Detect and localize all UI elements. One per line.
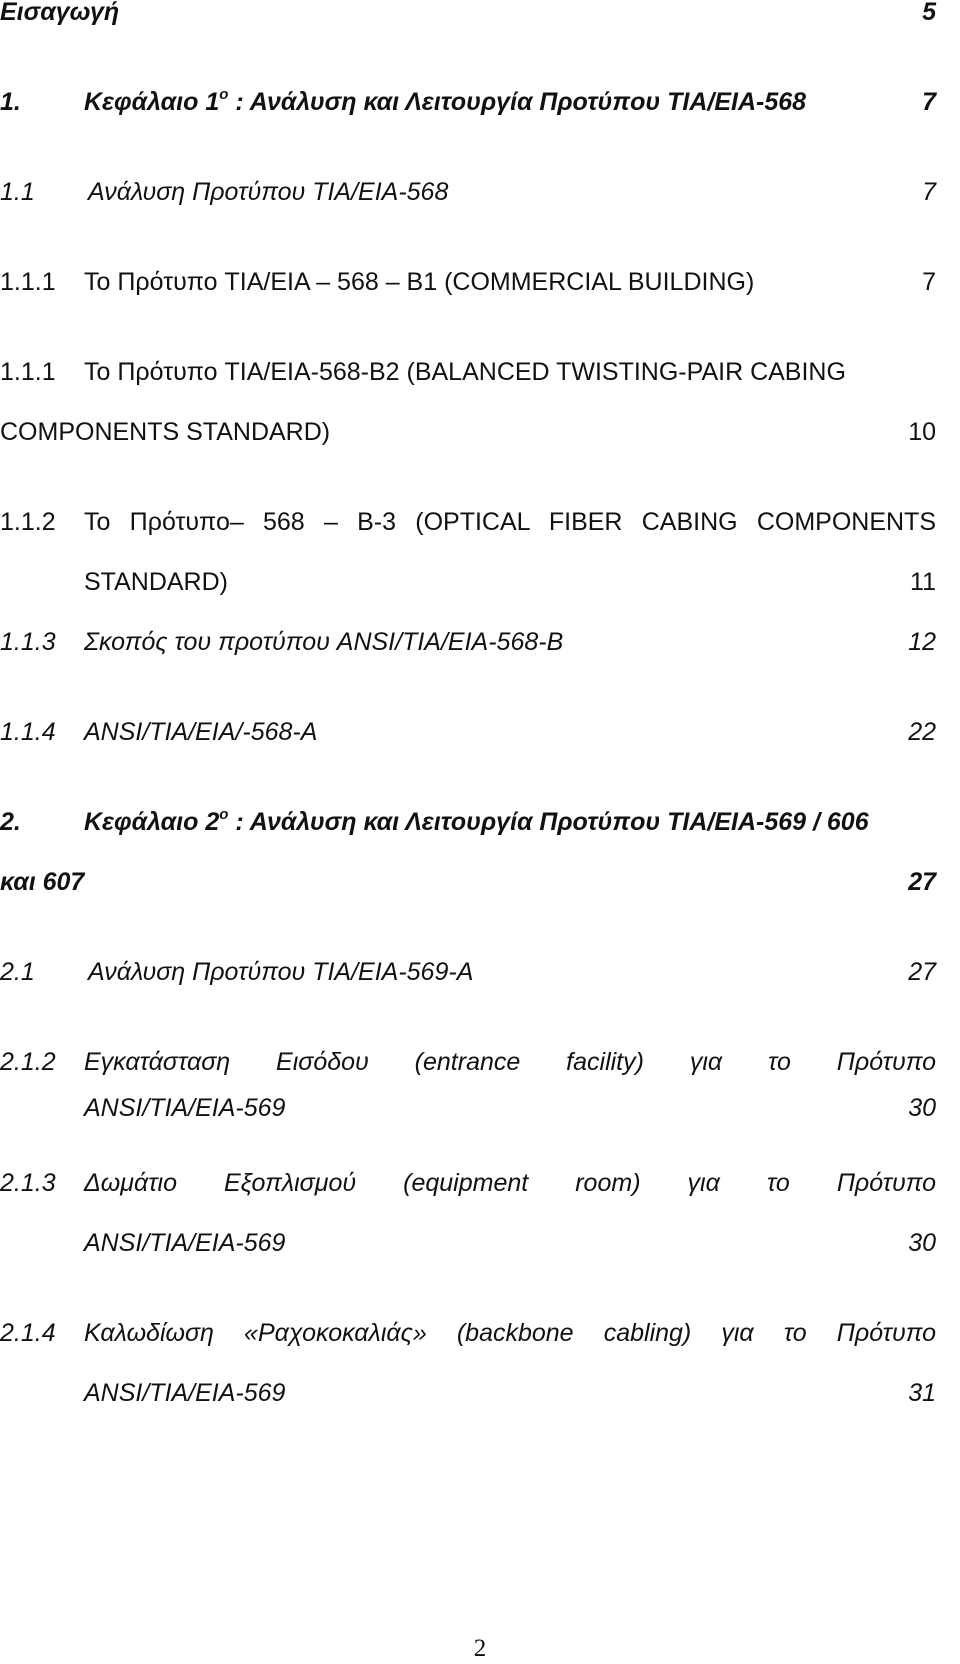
toc-number: 2.	[0, 808, 21, 836]
toc-number: 1.1.1	[0, 358, 56, 386]
toc-entry-chapter-2-continued	[0, 862, 936, 902]
toc-page-number: 5	[922, 0, 936, 26]
toc-number: 2.1.2	[0, 1048, 56, 1076]
toc-page-number: 10	[908, 418, 936, 446]
toc-number: 1.1	[0, 178, 35, 206]
toc-title: ANSI/TIA/EIA/-568-A	[84, 718, 318, 746]
toc-title: Δωμάτιο Εξοπλισμού (equipment room) για το Πρότυπο	[84, 1169, 936, 1197]
toc-page-number: 7	[922, 268, 936, 296]
footer-page-number: 2	[473, 1635, 487, 1662]
toc-entry-2-1-2-continued	[0, 1088, 936, 1128]
toc-title: Εγκατάσταση Εισόδου (entrance facility) για το Πρότυπο	[84, 1048, 936, 1076]
toc-number: 1.1.4	[0, 718, 56, 746]
toc-entry-1-1-1-b1	[0, 262, 936, 302]
toc-title: Σκοπός του προτύπου ANSI/TIA/EIA-568-B	[84, 628, 564, 656]
toc-page-number: 31	[908, 1379, 936, 1407]
toc-title-continued: STANDARD)	[84, 568, 228, 596]
toc-title: Ανάλυση Προτύπου TIA/EIA-568	[88, 178, 449, 206]
toc-page-number: 27	[908, 958, 936, 986]
toc-page-number: 12	[908, 628, 936, 656]
superscript: ο	[219, 86, 229, 103]
toc-entry-1-1-2	[0, 502, 936, 542]
toc-entry-1-1-1-b2-continued	[0, 412, 936, 452]
toc-title: Κεφάλαιο $1^o$ : Ανάλυση και Λειτουργία Προτύπου TIA/EIA-568	[84, 86, 807, 116]
toc-entry-1-1-3	[0, 622, 936, 662]
toc-number: 2.1.3	[0, 1169, 56, 1197]
toc-page-number: 22	[908, 718, 936, 746]
toc-number: 2.1.4	[0, 1319, 56, 1347]
superscript: ο	[219, 806, 229, 823]
toc-page-number: 7	[922, 88, 936, 116]
toc-number: 1.	[0, 88, 21, 116]
toc-title-continued: COMPONENTS STANDARD)	[0, 418, 331, 446]
toc-entry-2-1	[0, 952, 936, 992]
toc-title: Το Πρότυπο TIA/EIA-568-B2 (BALANCED TWISTING-PAIR CABING	[84, 358, 846, 386]
toc-title: Καλωδίωση «Ραχοκοκαλιάς» (backbone cabling) για το Πρότυπο	[84, 1319, 936, 1347]
toc-page-number: 7	[922, 178, 936, 206]
toc-title-continued: ANSI/TIA/EIA-569	[84, 1094, 286, 1122]
toc-entry-2-1-4	[0, 1313, 936, 1353]
toc-entry-chapter-1	[0, 82, 936, 122]
toc-title: Ανάλυση Προτύπου TIA/EIA-569-A	[88, 958, 474, 986]
toc-title: Το Πρότυπο– 568 – B-3 (OPTICAL FIBER CABING COMPONENTS	[84, 508, 936, 536]
toc-title: Κεφάλαιο $2^o$ : Ανάλυση και Λειτουργία Προτύπου TIA/EIA-569 / 606	[84, 806, 869, 836]
toc-entry-2-1-4-continued	[0, 1373, 936, 1413]
toc-title-continued: και 607	[0, 868, 85, 896]
toc-entry-chapter-2	[0, 802, 936, 842]
toc-page-number: 30	[908, 1094, 936, 1122]
toc-page-number: 30	[908, 1229, 936, 1257]
toc-entry-2-1-2	[0, 1042, 936, 1082]
toc-title: Το Πρότυπο TIA/EIA – 568 – B1 (COMMERCIAL BUILDING)	[84, 268, 755, 296]
toc-entry-1-1	[0, 172, 936, 212]
toc-entry-1-1-1-b2	[0, 352, 936, 392]
toc-entry-1-1-4	[0, 712, 936, 752]
toc-number: 1.1.2	[0, 508, 56, 536]
toc-title: Εισαγωγή	[0, 0, 120, 26]
toc-entry-2-1-3-continued	[0, 1223, 936, 1263]
toc-title-continued: ANSI/TIA/EIA-569	[84, 1379, 286, 1407]
toc-number: 1.1.1	[0, 268, 56, 296]
toc-entry-2-1-3	[0, 1163, 936, 1203]
toc-page-number: 11	[910, 568, 936, 596]
toc-entry-intro	[0, 0, 936, 32]
toc-entry-1-1-2-continued	[0, 562, 936, 602]
toc-number: 1.1.3	[0, 628, 56, 656]
toc-page-number: 27	[908, 868, 936, 896]
toc-title-continued: ANSI/TIA/EIA-569	[84, 1229, 286, 1257]
toc-number: 2.1	[0, 958, 35, 986]
